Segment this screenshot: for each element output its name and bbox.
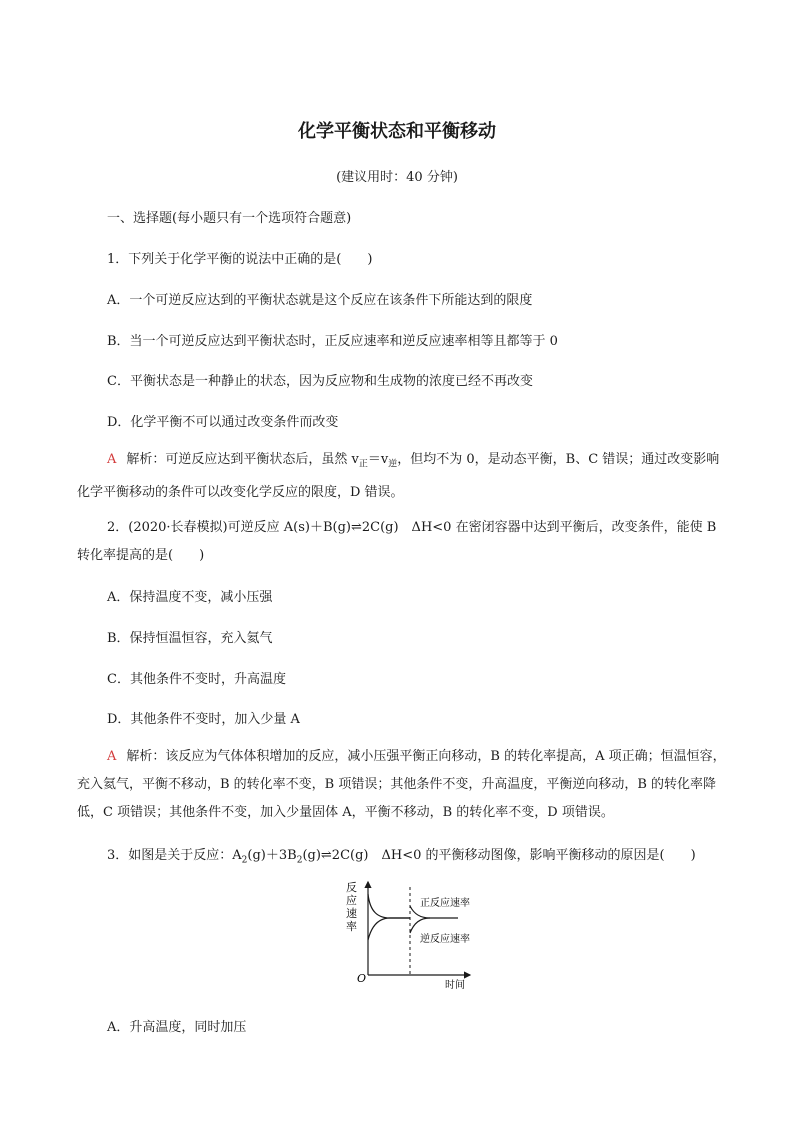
y-label-char-3: 速: [346, 907, 357, 920]
page-title: 化学平衡状态和平衡移动: [298, 121, 496, 142]
q1-option-a: A．一个可逆反应达到的平衡状态就是这个反应在该条件下所能达到的限度: [107, 293, 533, 308]
rate-time-graph: [340, 878, 490, 993]
q2-answer: A: [107, 749, 117, 764]
q3-stem-part1: 3．如图是关于反应：A: [107, 848, 242, 863]
q1-option-b: B．当一个可逆反应达到平衡状态时，正反应速率和逆反应速率相等且都等于 0: [107, 334, 558, 349]
q1-exp-sub-reverse: 逆: [388, 459, 398, 470]
curve-reverse-initial: [368, 918, 410, 940]
q3-stem-sub2: 2: [296, 855, 303, 866]
q3-stem-part3: (g)⇌2C(g) ΔH<0 的平衡移动图像，影响平衡移动的原因是( ): [302, 848, 696, 863]
curve-forward-initial: [368, 894, 410, 918]
q1-exp-sub-forward: 正: [358, 459, 368, 470]
q1-option-c: C．平衡状态是一种静止的状态，因为反应物和生成物的浓度已经不再改变: [107, 374, 533, 389]
q2-option-b: B．保持恒温恒容，充入氦气: [107, 631, 273, 646]
q1-explanation: [77, 446, 731, 507]
q2-exp-text: 解析：该反应为气体体积增加的反应，减小压强平衡正向移动，B 的转化率提高，A 项正确；恒温恒容，充入氦气，平衡不移动，B 的转化率不变，B 项错误；其他条件不变，升高温度，平衡逆向移动，B 的转化率降低，C 项错误；其他条件不变，加入少量固体 A，平衡不移动，B 的转化率不变，D 项错误。: [77, 749, 726, 820]
q2-option-d: D．其他条件不变时，加入少量 A: [107, 712, 300, 727]
forward-rate-label: 正反应速率: [420, 898, 470, 909]
reverse-rate-label: 逆反应速率: [420, 934, 470, 945]
q2-option-c: C．其他条件不变时，升高温度: [107, 672, 286, 687]
q1-exp-part2: ＝v: [367, 452, 389, 467]
x-axis-label: 时间: [445, 980, 465, 991]
y-label-char-4: 率: [346, 920, 357, 933]
q3-stem: [107, 844, 696, 866]
suggested-time: (建议用时：40 分钟): [336, 170, 458, 185]
q3-option-a: A．升高温度，同时加压: [107, 1020, 247, 1035]
q3-stem-part2: (g)＋3B: [247, 848, 297, 863]
curve-reverse-after: [410, 918, 430, 933]
q1-exp-part3: ，但均不为 0，是动态平衡，B、C 错误；通过改变影响化学平衡移动的条件可以改变化学反应的限度，D 错误。: [77, 452, 720, 500]
q1-option-d: D．化学平衡不可以通过改变条件而改变: [107, 415, 339, 430]
q3-stem-sub1: 2: [241, 855, 248, 866]
q2-stem: 2．(2020·长春模拟)可逆反应 A(s)＋B(g)⇌2C(g) ΔH<0 在密闭容器中达到平衡后，改变条件，能使 B 转化率提高的是( ): [77, 520, 717, 563]
y-label-char-1: 反: [346, 881, 357, 894]
q1-exp-part1: 解析：可逆反应达到平衡状态后，虽然 v: [126, 452, 359, 467]
q2-explanation: [77, 743, 731, 827]
origin-label: O: [357, 972, 367, 985]
q2-option-a: A．保持温度不变，减小压强: [107, 590, 273, 605]
y-label-char-2: 应: [346, 894, 357, 907]
q1-answer: A: [107, 452, 117, 467]
q1-stem: 1．下列关于化学平衡的说法中正确的是( ): [107, 252, 373, 267]
section-heading: 一、选择题(每小题只有一个选项符合题意): [107, 211, 352, 226]
